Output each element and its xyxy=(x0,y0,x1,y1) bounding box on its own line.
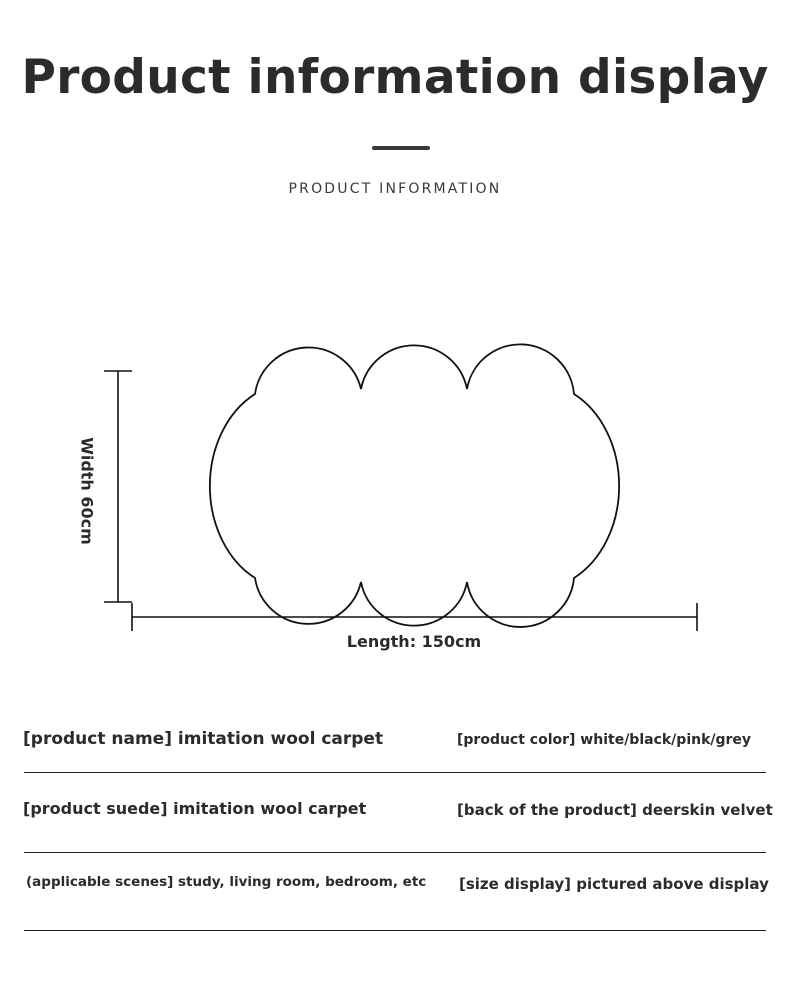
spec-product-color: [product color] white/black/pink/grey xyxy=(457,732,752,748)
spec-divider xyxy=(24,852,766,853)
spec-divider xyxy=(24,930,766,931)
spec-product-suede: [product suede] imitation wool carpet xyxy=(23,799,367,818)
spec-divider xyxy=(24,772,766,773)
width-dimension xyxy=(104,371,132,602)
length-dimension xyxy=(132,603,697,631)
spec-size-display: [size display] pictured above display xyxy=(459,875,769,893)
spec-product-name: [product name] imitation wool carpet xyxy=(23,729,384,749)
page-title: Product information display xyxy=(21,50,769,105)
width-label: Width 60cm xyxy=(77,437,97,545)
spec-applicable-scenes: (applicable scenes] study, living room, bedroom, etc xyxy=(26,874,427,890)
carpet-outline xyxy=(210,344,619,627)
page-subtitle: PRODUCT INFORMATION xyxy=(288,181,502,197)
length-label: Length: 150cm xyxy=(346,632,482,651)
spec-product-back: [back of the product] deerskin velvet xyxy=(457,801,773,819)
